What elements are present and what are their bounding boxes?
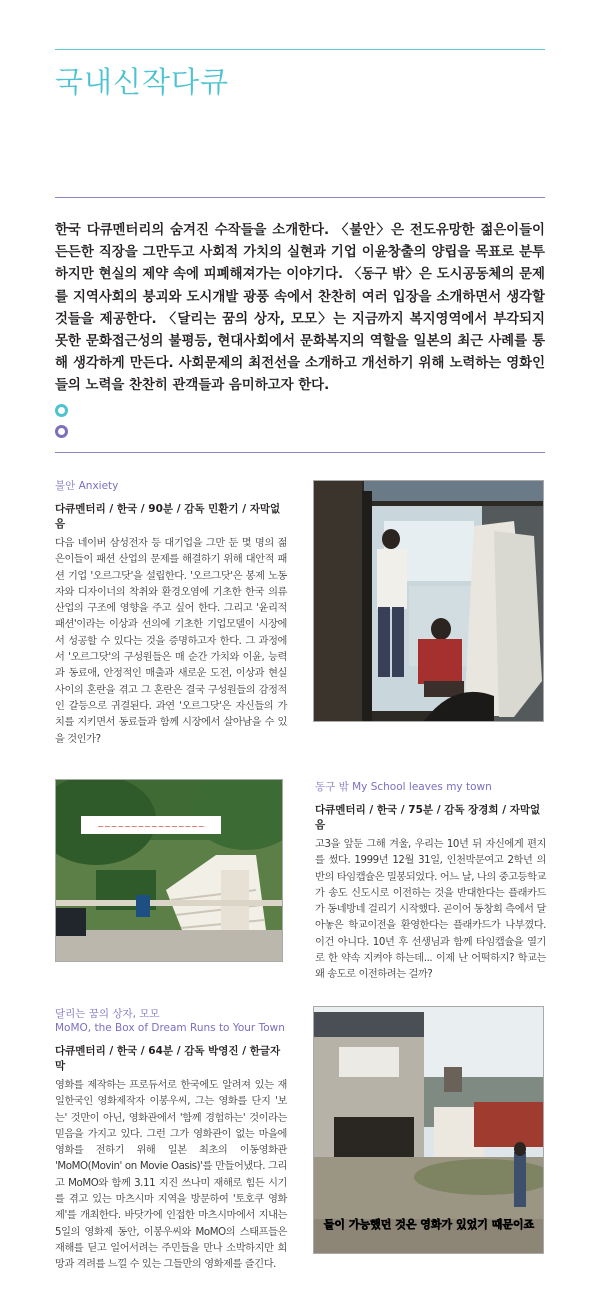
ring-cyan-icon [55, 404, 68, 417]
section-title: 국내신작다큐 [55, 65, 230, 99]
film-my-school [315, 780, 546, 984]
films-divider [55, 452, 545, 453]
film-title: 불안 Anxiety [55, 480, 119, 492]
intro-paragraph: 한국 다큐멘터리의 숨겨진 수작들을 소개한다. 〈불안〉은 전도유망한 젊은이들이 든든한 직장을 그만두고 사회적 가치의 실현과 기업 이윤창출의 양립을 목표로 분투하지만 현실의 제약 속에 피폐해져가는 이야기다. 〈동구 밖〉은 도시공동체의 문제를 지역사회의 붕괴와 도시개발 광풍 속에서 찬찬히 여러 입장을 소개하면서 생각할 것들을 제공한다. 〈달리는 꿈의 상자, 모모〉는 지금까지 복지영역에서 부각되지 못한 문화접근성의 불평등, 현대사회에서 문화복지의 역할을 일본의 최근 사례를 통해 생각하게 만든다. 사회문제의 최전선을 소개하고 개선하기 위해 노력하는 영화인들의 노력을 찬찬히 관객들과 음미하고자 한다. [55, 223, 545, 394]
film-synopsis: 다음 네이버 삼성전자 등 대기업을 그만 둔 몇 명의 젊은이들이 패션 산업의 문제를 해결하기 위해 대안적 패션 기업 '오르그닷'을 설립한다. '오르그닷'은 봉제 노동자와 디자이너의 착취와 환경오염에 기초한 한국 의류 산업의 구조에 영향을 주고 싶어 한다. 그리고 '윤리적 패션'이라는 이상과 선의에 기초한 기업모델이 시장에서 성공할 수 있다는 것을 증명하고자 한다. 그 과정에서 '오르그닷'의 구성원들은 매 순간 가치와 이윤, 능력과 동료애, 안정적인 매출과 새로운 도전, 이상과 현실 사이의 혼란을 겪고 그 혼란은 결국 구성원들의 감정적인 갈등으로 귀결된다. 과연 '오르그닷'은 자신들의 가치를 지키면서 동료들과 함께 시장에서 살아남을 수 있을 것인가? [55, 538, 287, 745]
my-school-still-photo [55, 779, 283, 962]
title-divider [55, 197, 545, 198]
momo-still-photo [313, 1006, 544, 1254]
film-synopsis: 고3을 앞둔 그해 겨울, 우리는 10년 뒤 자신에게 편지를 썼다. 1999년 12월 31일, 인천박문여고 2학년 의반의 타임캡슐은 밀봉되었다. 어느 날, 나의 중고등학교가 송도 신도시로 이전하는 것을 반대한다는 플래카드가 동네방네 걸리기 시작했다. 곧이어 동창회 측에서 달아놓은 학교이전을 환영한다는 플래카드가 나부꼈다. 이건 아니다. 10년 후 선생님과 함께 타임캡슐을 열기로 한 약속 지켜야 하는데... 이제 난 어떡하지? 학교는 왜 송도로 이전하려는 걸까? [315, 839, 546, 981]
film-meta: 다큐멘터리 / 한국 / 64분 / 감독 박영진 / 한글자막 [55, 1045, 281, 1072]
top-rule [55, 49, 545, 50]
film-momo [55, 1007, 287, 1274]
anxiety-still-photo [313, 480, 544, 722]
photo-subtitle: 들이 가능했던 것은 영화가 있었기 때문이죠 [323, 1218, 535, 1231]
film-meta: 다큐멘터리 / 한국 / 90분 / 감독 민환기 / 자막없음 [55, 503, 281, 530]
ring-purple-icon [55, 425, 68, 438]
film-synopsis: 영화를 제작하는 프로듀서로 한국에도 알려져 있는 재일한국인 영화제작자 이봉우씨, 그는 영화를 단지 '보는' 것만이 아닌, 영화관에서 '함께 경험하는' 것이라는 믿음을 가지고 있다. 그런 그가 영화관이 없는 마을에 영화를 전하기 위해 일본 최초의 이동영화관 'MoMO(Movin' on Movie Oasis)'를 만들어냈다. 그리고 MoMO와 함께 3.11 지진 쓰나미 재해로 힘든 시기를 겪고 있는 마츠시마 지역을 방문하여 '토호쿠 영화제'를 개최한다. 바닷가에 인접한 마츠시마에서 지내는 5일의 영화제 동안, 이봉우씨와 MoMO의 스태프들은 재해를 딛고 일어서려는 주민들을 만나 소박하지만 희망과 격려를 느낄 수 있는 그들만의 영화제를 즐긴다. [55, 1080, 287, 1271]
svg-text:~~~~~~~~~~~~~~~~: ~~~~~~~~~~~~~~~~ [97, 822, 205, 831]
film-meta: 다큐멘터리 / 한국 / 75분 / 감독 장경희 / 자막없음 [315, 804, 541, 831]
film-title-english: MoMO, the Box of Dream Runs to Your Town [55, 1022, 285, 1034]
film-title: 동구 밖 My School leaves my town [315, 781, 492, 793]
film-anxiety [55, 479, 287, 748]
film-title: 달리는 꿈의 상자, 모모 [55, 1008, 160, 1020]
